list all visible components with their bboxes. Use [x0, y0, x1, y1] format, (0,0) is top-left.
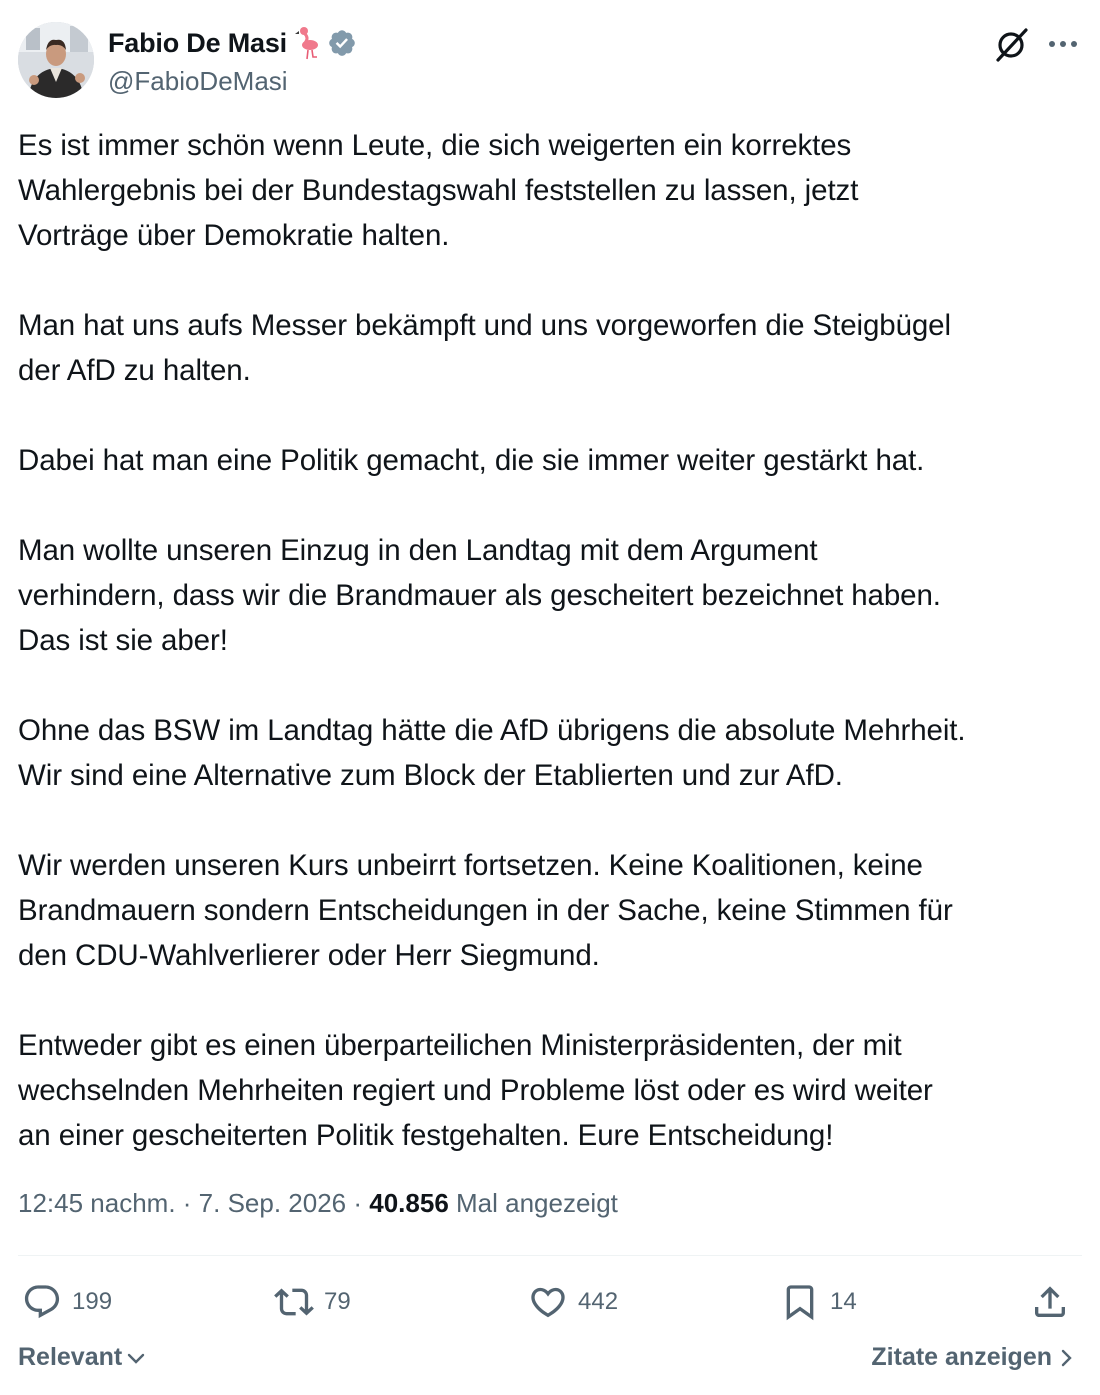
sort-dropdown[interactable] — [18, 1343, 146, 1372]
tweet-header — [18, 22, 1082, 98]
chevron-right-icon — [1056, 1348, 1076, 1368]
repost-button[interactable] — [274, 1278, 351, 1326]
divider — [18, 1255, 1082, 1256]
author-name[interactable]: Fabio De Masi — [108, 27, 287, 58]
sort-label: Relevant — [18, 1343, 123, 1371]
verified-badge-icon[interactable] — [327, 28, 357, 58]
bookmark-count: 14 — [830, 1288, 857, 1315]
avatar-photo — [18, 22, 94, 98]
author-handle[interactable]: @FabioDeMasi — [108, 66, 288, 96]
author-name-row — [108, 24, 357, 62]
grok-icon[interactable] — [992, 24, 1032, 64]
like-button[interactable] — [528, 1278, 618, 1326]
share-icon — [1030, 1282, 1070, 1322]
repost-count: 79 — [324, 1288, 351, 1315]
flamingo-icon — [295, 26, 321, 60]
bookmark-button[interactable] — [780, 1278, 857, 1326]
bookmark-icon — [780, 1282, 820, 1322]
views-label: Mal angezeigt — [448, 1188, 618, 1218]
reply-count: 199 — [72, 1288, 113, 1315]
views-count: 40.856 — [369, 1188, 449, 1218]
tweet-text: Es ist immer schön wenn Leute, die sich weigerten ein korrektes Wahlergebnis bei der Bundestagswahl feststellen zu lassen, jetzt Vorträge über Demokratie halten. Man hat uns aufs Messer bekämpft und uns vorgeworfen die Steigbügel der AfD zu halten. Dabei hat man eine Politik gemacht, die sie immer weiter gestärkt hat. Man wollte unseren Einzug in den Landtag mit dem Argument verhindern, dass wir die Brandmauer als gescheitert bezeichnet haben. Das ist sie aber! Ohne das BSW im Landtag hätte die AfD übrigens die absolute Mehrheit. Wir sind eine Alternative zum Block der Etablierten und zur AfD. Wir werden unseren Kurs unbeirrt fortsetzen. Keine Koalitionen, keine Brandmauern sondern Entscheidungen in der Sache, keine Stimmen für den CDU-Wahlverlierer oder Herr Siegmund. Entweder gibt es einen überparteilichen Ministerpräsidenten, der mit wechselnden Mehrheiten regiert und Probleme löst oder es wird weiter an einer gescheiterten Politik festgehalten. Eure Entscheidung! — [18, 129, 966, 1152]
meta-separator: · — [175, 1188, 199, 1218]
reply-icon — [22, 1282, 62, 1322]
reply-button[interactable] — [22, 1278, 112, 1326]
tweet-time[interactable]: 12:45 nachm. — [18, 1188, 176, 1218]
heart-icon — [528, 1282, 568, 1322]
view-quotes-label: Zitate anzeigen — [871, 1343, 1052, 1371]
like-count: 442 — [578, 1288, 619, 1315]
chevron-down-icon — [126, 1348, 146, 1368]
author-block — [108, 24, 357, 97]
action-bar — [18, 1278, 1082, 1328]
share-button[interactable] — [1030, 1278, 1070, 1326]
view-quotes-link[interactable] — [871, 1343, 1076, 1372]
tweet-meta — [18, 1188, 618, 1219]
tweet-date[interactable]: 7. Sep. 2026 — [198, 1188, 347, 1218]
more-icon[interactable] — [1046, 30, 1080, 58]
avatar[interactable] — [18, 22, 94, 98]
meta-separator: · — [346, 1188, 370, 1218]
retweet-icon — [274, 1282, 314, 1322]
